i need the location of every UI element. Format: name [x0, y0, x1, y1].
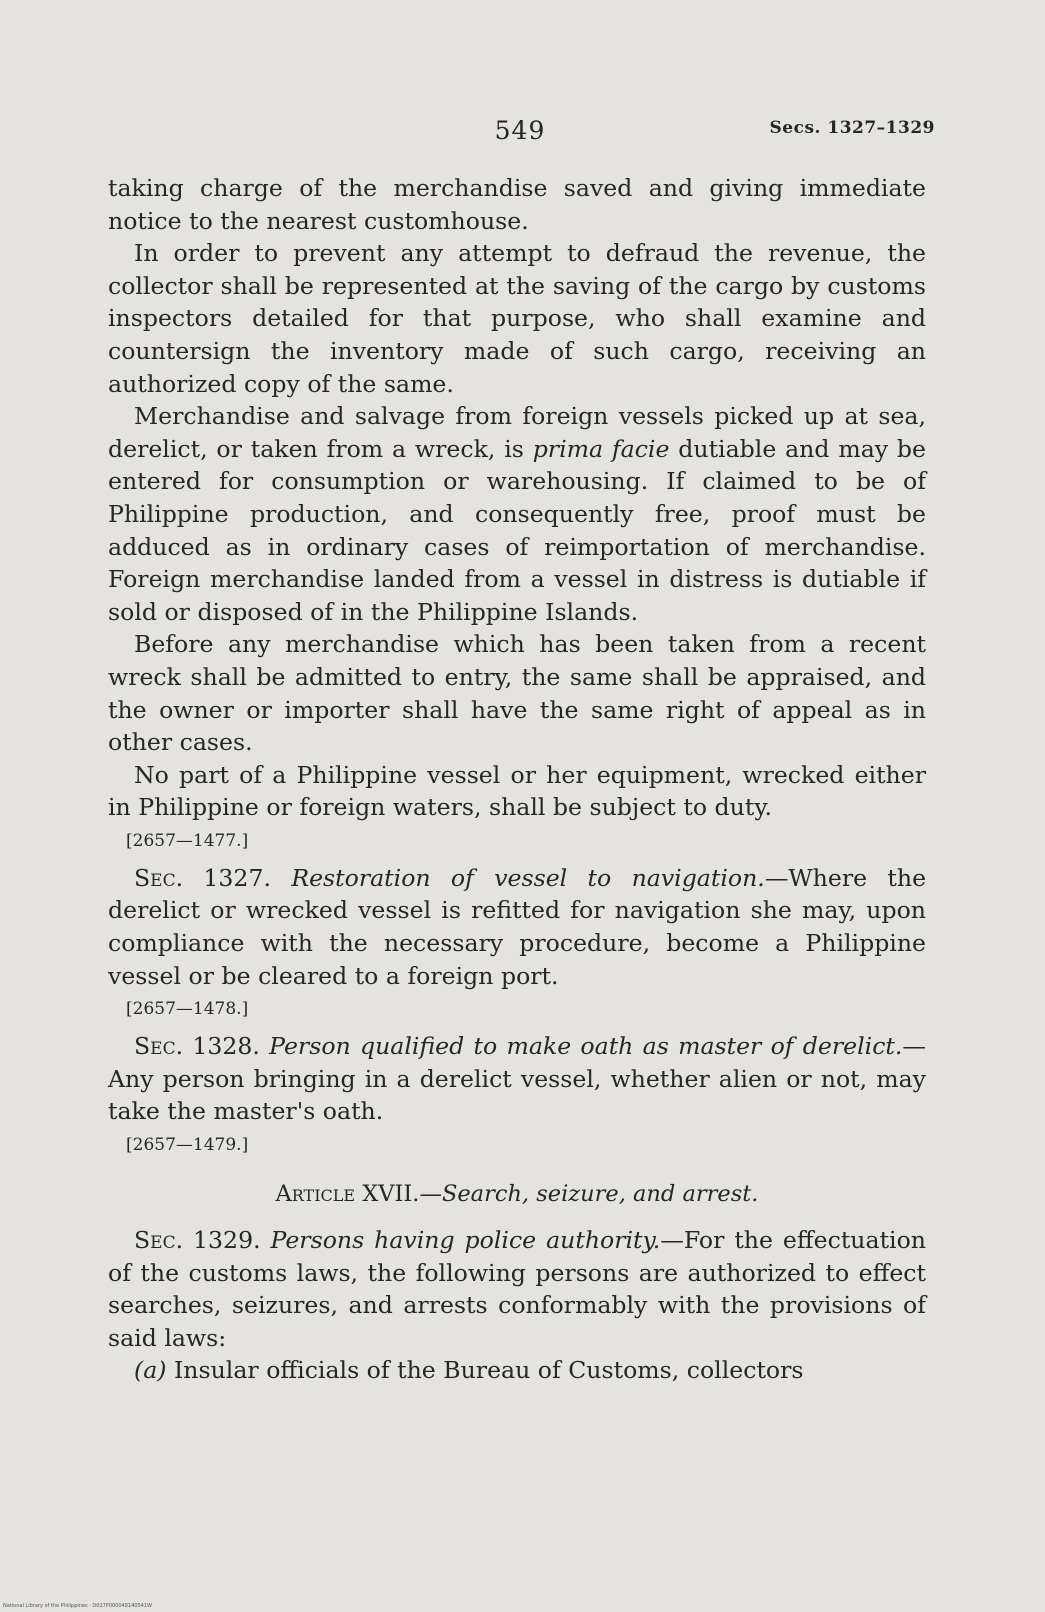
paragraph-salvage-end: dutiable and may be entered for consumption or warehousing. If claimed to be of Philippine production, and consequently free, proof must be adduced as in ordinary cases of reimportation of merchandise. Foreign merchandise landed from a vessel in distress is dutiable if sold or disposed of in the Philippine Islands. — [108, 434, 926, 626]
section-1329 — [108, 1224, 926, 1354]
section-text: —Where the derelict or wrecked vessel is refitted for navigation she may, upon compliance with the necessary procedure, become a Philippine vessel or be cleared to a foreign port. — [108, 863, 927, 990]
paragraph-continuation: taking charge of the merchandise saved and giving immediate notice to the nearest customhouse. — [108, 174, 926, 235]
section-1327 — [108, 862, 926, 992]
list-marker: (a) — [134, 1356, 167, 1385]
page-body — [108, 172, 926, 1387]
citation-1479: [2657—1479.] — [126, 1135, 249, 1156]
prima-facie-term: prima facie — [532, 434, 670, 463]
page-number: 549 — [494, 116, 546, 145]
section-title: Restoration of vessel to navigation. — [291, 863, 765, 892]
article-label: Article XVII. — [275, 1181, 420, 1208]
citation-1477: [2657—1477.] — [126, 830, 249, 851]
scan-footer-note: National Library of the Philippines · D027P000048140541W — [3, 1603, 152, 1609]
running-head: Secs. 1327–1329 — [769, 118, 935, 138]
section-1328 — [108, 1030, 926, 1128]
article-title: —Search, seizure, and arrest. — [419, 1181, 759, 1208]
paragraph-philippine-vessel: No part of a Philippine vessel or her equipment, wrecked either in Philippine or foreign waters, shall be subject to duty. — [108, 760, 926, 822]
section-title: Persons having police authority. — [270, 1226, 661, 1255]
paragraph-wreck-appraisal: Before any merchandise which has been taken from a recent wreck shall be admitted to entry, the same shall be appraised, and the owner or importer shall have the same right of appeal as in other cases. — [108, 630, 926, 757]
section-number: Sec. 1329. — [134, 1226, 261, 1255]
section-number: Sec. 1327. — [134, 863, 271, 892]
paragraph-revenue: In order to prevent any attempt to defraud the revenue, the collector shall be represented at the saving of the cargo by customs inspectors detailed for that purpose, who shall examine and countersign the inventory made of such cargo, receiving an authorized copy of the same. — [108, 239, 926, 398]
paragraph-salvage — [108, 400, 926, 628]
section-number: Sec. 1328. — [134, 1032, 260, 1061]
list-item-text: Insular officials of the Bureau of Customs, collectors — [166, 1356, 804, 1385]
section-text: —For the effectuation of the customs laws, the following persons are authorized to effect searches, seizures, and arrests conformably with the provisions of said laws: — [108, 1226, 926, 1352]
section-title: Person qualified to make oath as master of derelict. — [269, 1032, 903, 1061]
citation-1478: [2657—1478.] — [126, 999, 249, 1020]
section-text: —Any person bringing in a derelict vessel, whether alien or not, may take the master's oath. — [108, 1032, 926, 1126]
article-heading — [108, 1178, 926, 1210]
list-item-a — [108, 1354, 926, 1387]
paragraph-salvage-start: Merchandise and salvage from foreign vessels picked up at sea, derelict, or taken from a wreck, is — [108, 402, 926, 463]
